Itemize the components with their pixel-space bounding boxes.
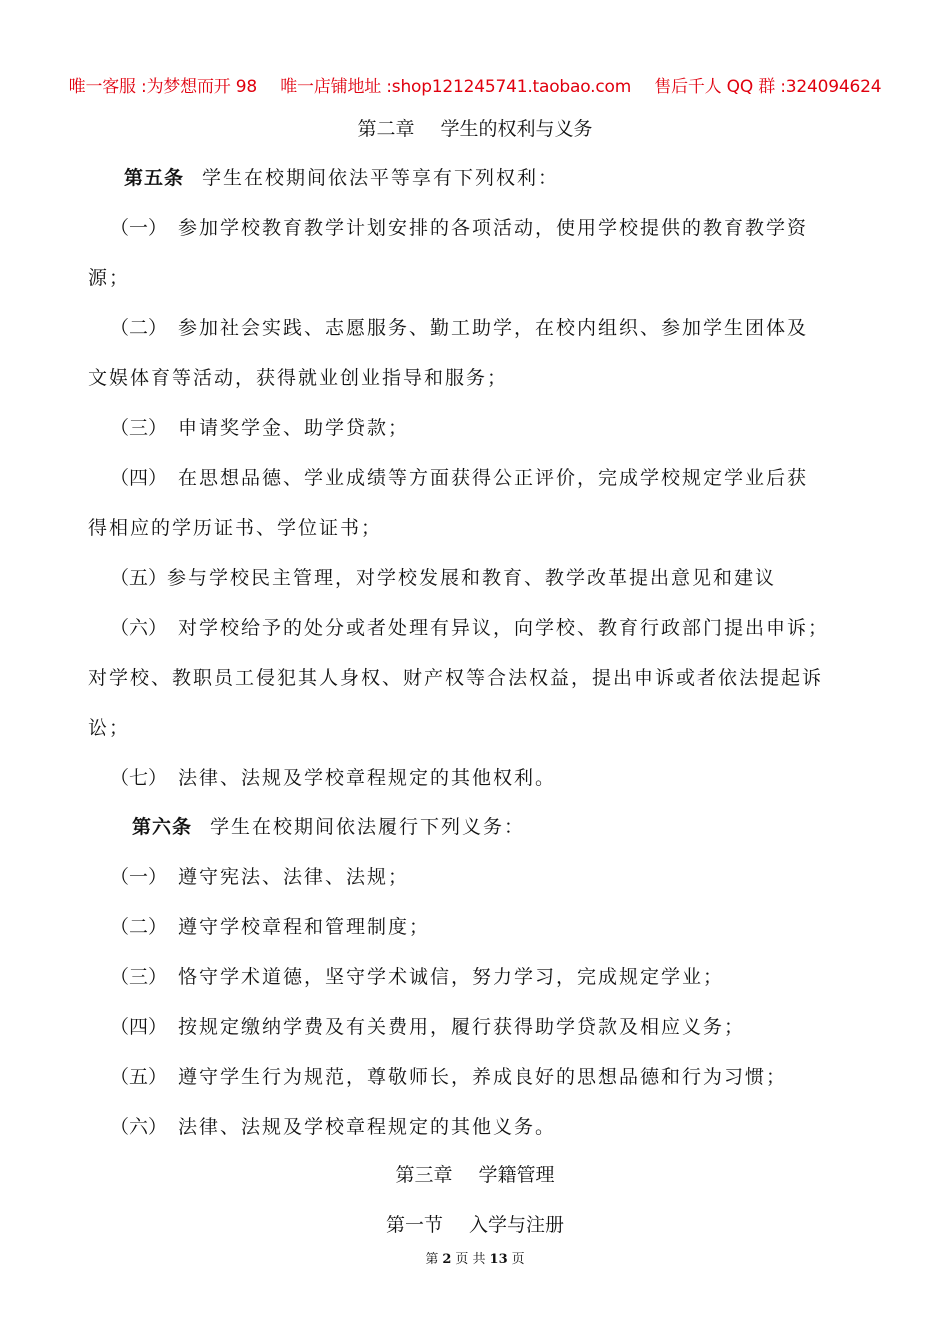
article-5-item-6-cont-2: 讼； xyxy=(88,717,131,739)
article-5-item-2: （二） 参加社会实践、志愿服务、勤工助学，在校内组织、参加学生团体及 xyxy=(110,317,809,339)
article-6-intro: 第六条 学生在校期间依法履行下列义务： xyxy=(132,816,526,838)
article-6-label: 第六条 xyxy=(132,816,193,838)
article-6-item-6: （六） 法律、法规及学校章程规定的其他义务。 xyxy=(110,1116,557,1138)
article-5-item-1-cont: 源； xyxy=(88,267,131,289)
article-5-item-6-cont: 对学校、教职员工侵犯其人身权、财产权等合法权益，提出申诉或者依法提起诉 xyxy=(88,667,824,689)
section-1-heading: 第一节 入学与注册 xyxy=(385,1214,565,1236)
chapter-3-heading: 第三章 学籍管理 xyxy=(395,1164,555,1186)
banner-qq: 售后千人 QQ 群 :324094624 xyxy=(654,77,882,97)
article-5-intro: 第五条 学生在校期间依法平等享有下列权利： xyxy=(124,167,560,189)
article-5-item-5: （五）参与学校民主管理，对学校发展和教育、教学改革提出意见和建议 xyxy=(110,567,777,589)
article-6-item-4: （四） 按规定缴纳学费及有关费用，履行获得助学贷款及相应义务； xyxy=(110,1016,746,1038)
article-6-item-2: （二） 遵守学校章程和管理制度； xyxy=(110,916,431,938)
banner-shop: 唯一店铺地址 :shop121245741.taobao.com xyxy=(280,77,632,97)
article-6-item-5: （五） 遵守学生行为规范，尊敬师长，养成良好的思想品德和行为习惯； xyxy=(110,1066,788,1088)
article-5-item-2-cont: 文娱体育等活动，获得就业创业指导和服务； xyxy=(88,367,509,389)
article-5-item-6: （六） 对学校给予的处分或者处理有异议，向学校、教育行政部门提出申诉； xyxy=(110,617,830,639)
page-number: 第 2 页 共 13 页 xyxy=(425,1252,525,1267)
article-5-item-7: （七） 法律、法规及学校章程规定的其他权利。 xyxy=(110,767,557,789)
article-5-item-4: （四） 在思想品德、学业成绩等方面获得公正评价，完成学校规定学业后获 xyxy=(110,467,809,489)
promo-banner xyxy=(0,72,950,97)
article-5-item-3: （三） 申请奖学金、助学贷款； xyxy=(110,417,410,439)
chapter-2-heading: 第二章 学生的权利与义务 xyxy=(357,118,593,140)
article-5-label: 第五条 xyxy=(124,167,185,189)
banner-service: 唯一客服 :为梦想而开 98 xyxy=(68,77,258,97)
article-5-item-4-cont: 得相应的学历证书、学位证书； xyxy=(88,517,383,539)
article-5-item-1: （一） 参加学校教育教学计划安排的各项活动，使用学校提供的教育教学资 xyxy=(110,217,809,239)
article-6-item-1: （一） 遵守宪法、法律、法规； xyxy=(110,866,410,888)
article-6-item-3: （三） 恪守学术道德，坚守学术诚信，努力学习，完成规定学业； xyxy=(110,966,725,988)
